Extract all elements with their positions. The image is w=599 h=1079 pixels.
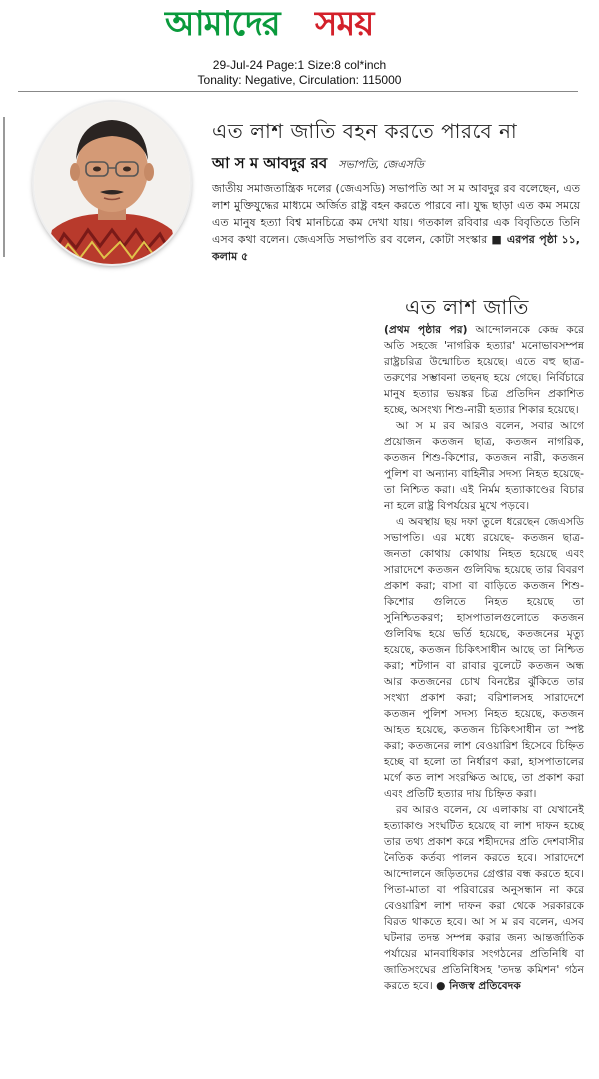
article-headline: এত লাশ জাতি বহন করতে পারবে না: [212, 119, 518, 143]
jump-lead: (প্রথম পৃষ্ঠার পর): [384, 323, 468, 336]
logo-text-green: আমাদের: [165, 4, 280, 44]
jump-headline: এত লাশ জাতি: [405, 295, 529, 319]
masthead: [0, 0, 599, 50]
jump-body: [384, 322, 584, 994]
paragraph-text: রব আরও বলেন, যে এলাকায় বা যেখানেই হত্যাকাণ্ড সংঘটিত হয়েছে বা লাশ দাফন হচ্ছে তার তথ্য প্রকাশ করে শহীদদের প্রতি দেশবাসীর নৈতিক কর্তব্য পালন করতে হবে। সারাদেশে আন্দোলনে জড়িতদের গ্রেপ্তার বন্ধ করতে হবে। পিতা-মাতা বা পরিবারের অনুসন্ধান না করে বেওয়ারিশ লাশ দাফন করা থেকে সরকারকে বিরত থাকতে হবে। আ স ম রব বলেন, এসব ঘটনার তদন্ত সম্পন্ন করার জন্য আন্তর্জাতিক পর্যায়ের মানবাধিকার সংগঠনের প্রতিনিধি বা জাতিসংঘের প্রতিনিধিসহ 'তদন্ত কমিশন' গঠন করতে হবে।: [384, 803, 584, 992]
continued-marker: ■ এরপর পৃষ্ঠা ১১, কলাম ৫: [212, 233, 580, 263]
left-margin-bar: [3, 117, 5, 257]
intro-text: জাতীয় সমাজতান্ত্রিক দলের (জেএসডি) সভাপতি আ স ম আবদুর রব বলেছেন, এত লাশ মুক্তিযুদ্ধের মাধ্যমে অর্জিত রাষ্ট্র বহন করতে পারবে না। যুদ্ধ ছাড়া এত কম সময়ে এত মানুষ হত্যা বিশ্ব মানচিত্রে কম দেখা যায়। গতকাল রবিবার এক বিবৃতিতে তিনি এসব কথা বলেন। জেএসডি সভাপতি রব বলেন, কোটা সংস্কার: [212, 182, 580, 246]
clip-meta-date-page: 29-Jul-24 Page:1 Size:8 col*inch: [212, 58, 387, 72]
paragraph: এ অবস্থায় ছয় দফা তুলে ধরেছেন জেএসডি সভাপতি। এর মধ্যে রয়েছে- কতজন ছাত্র-জনতা কোথায় কোথায় নিহত হয়েছে এবং সারাদেশে কতজন গুলিবিদ্ধ হয়েছে তার বিবরণ প্রকাশ করা; বাসা বা বাড়িতে কতজন শিশু-কিশোর গুলিতে নিহত হয়েছে তা সুনিশ্চিতকরণ; হাসপাতালগুলোতে কতজন গুলিবিদ্ধ হয়ে ভর্তি হয়েছে, কতজনের মৃত্যু হয়েছে, কতজন চিকিৎসাধীন আছে তা নিশ্চিত করা; শটগান বা রাবার বুলেটে কতজন অন্ধ আর কতজনের চোখ বিনষ্টের ঝুঁকিতে তার সংখ্যা প্রকাশ করা; বরিশালসহ সারাদেশে কতজন পুলিশ সদস্য নিহত হয়েছে, কতজন আহত হয়েছে, কতজন চিকিৎসাধীন তা স্পষ্ট করা; কতজনের লাশ বেওয়ারিশ হিসেবে চিহ্নিত হচ্ছে বা হলো তা নির্ধারণ করা, হাসপাতালের মর্গে কত লাশ সংরক্ষিত আছে, তা প্রকাশ করা এবং প্রতিটি হত্যার দায় চিহ্নিত করা।: [384, 515, 584, 800]
clip-meta-tonality: Tonality: Negative, Circulation: 115000: [197, 73, 402, 87]
divider-rule: [18, 91, 578, 92]
byline-title: সভাপতি, জেএসডি: [338, 158, 424, 171]
author-photo: [34, 102, 190, 264]
byline-name: আ স ম আবদুর রব: [212, 154, 328, 172]
logo-text-red: সময়: [315, 4, 374, 44]
paragraph: [384, 322, 584, 418]
paragraph: আ স ম রব আরও বলেন, সবার আগে প্রয়োজন কতজন ছাত্র, কতজন নাগরিক, কতজন শিশু-কিশোর, কতজন নারী, কতজন পুলিশ বা অন্যান্য বাহিনীর সদস্য নিহত হয়েছে- তা নিশ্চিত করা। এই নির্মম হত্যাকাণ্ডের বিচার না হলে রাষ্ট্র বিপর্যয়ের মুখে পড়বে।: [384, 419, 584, 512]
paragraph: [384, 802, 584, 994]
signature: ● নিজস্ব প্রতিবেদক: [436, 979, 521, 992]
newspaper-logo: [165, 2, 440, 46]
byline: [212, 152, 424, 177]
article-intro: [212, 180, 580, 265]
paragraph-text: আন্দোলনকে কেন্দ্র করে অতি সহজে 'নাগরিক হত্যার' মনোভাবসম্পন্ন রাষ্ট্রচরিত্র উন্মোচিত হয়েছে। এতে বহু ছাত্র-তরুণের সম্ভাবনা তছনছ হয়ে গেছে। নির্বিচারে মানুষ হত্যার ভয়ঙ্কর চিত্র প্রতিদিন প্রকাশিত হচ্ছে, অসংখ্য শিশু-নারী হত্যার শিকার হয়েছে।: [384, 323, 584, 416]
